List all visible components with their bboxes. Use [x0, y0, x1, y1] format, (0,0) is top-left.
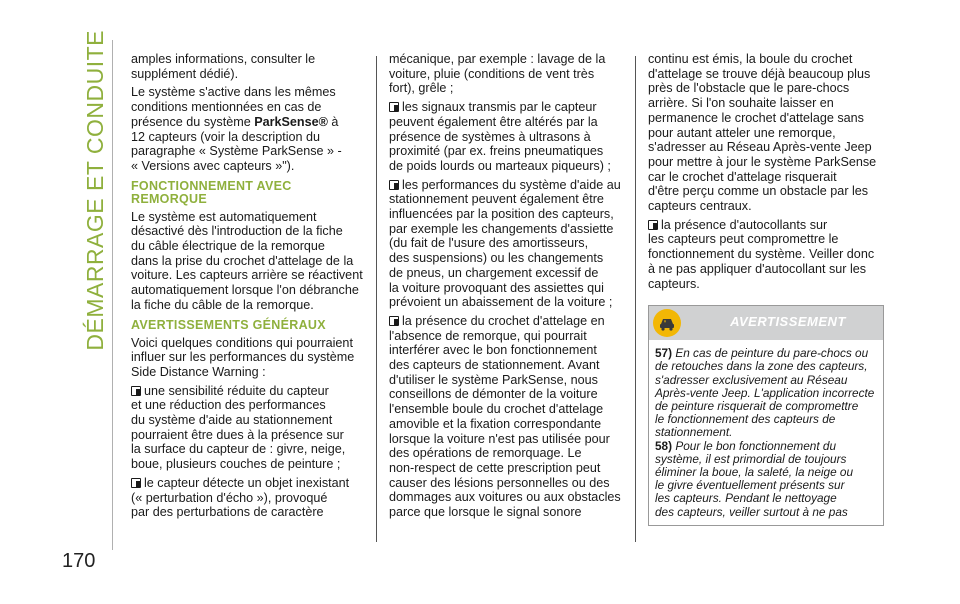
bullet-line: une sensibilité réduite du capteur — [131, 384, 363, 399]
text-line: voiture. Les capteurs arrière se réactivent — [131, 268, 363, 283]
text-line: « Versions avec capteurs »"). — [131, 158, 295, 173]
warning-item-57 — [655, 347, 877, 439]
warning-line: le givre éventuellement présents sur — [655, 478, 845, 493]
bullet-line: influencées par la position des capteurs, — [389, 207, 614, 222]
bullet-line: boue, plusieurs couches de peinture ; — [131, 457, 341, 472]
text-line: 12 capteurs (voir la description du — [131, 129, 321, 144]
bullet-item — [648, 218, 884, 292]
bullet-marker-icon — [648, 220, 657, 230]
paragraph-trailer — [131, 210, 363, 313]
bullet-line: conseillons de démonter de la voiture — [389, 387, 598, 402]
bullet-line: l'ensemble boule du crochet d'attelage — [389, 402, 604, 417]
text-line: Le système est automatiquement — [131, 209, 317, 224]
paragraph-conditions — [131, 336, 363, 380]
warning-line: de retouches dans la zone des capteurs, — [655, 359, 868, 374]
warning-line: éliminer la boue, la saleté, la neige ou — [655, 465, 854, 480]
paragraph-activation — [131, 85, 363, 173]
bullet-line: des suspensions) ou les changements — [389, 251, 604, 266]
heading-general-warnings: AVERTISSEMENTS GÉNÉRAUX — [131, 317, 326, 332]
activation-pre: présence du système — [131, 114, 255, 129]
bullet-line: proximité (par ex. freins pneumatiques — [389, 144, 604, 159]
bullet-item — [131, 476, 363, 520]
bullet-line: la surface du capteur de : givre, neige, — [131, 442, 346, 457]
bullet-marker-icon — [389, 102, 398, 112]
text-line: paragraphe « Système ParkSense » - — [131, 144, 342, 159]
bullet-line: la voiture provoquant des assiettes qui — [389, 280, 604, 295]
text-line: mécanique, par exemple : lavage de la — [389, 52, 606, 66]
column-3 — [648, 52, 884, 526]
bullet-line: (« perturbation d'écho »), provoqué — [131, 490, 328, 505]
warning-header — [648, 305, 884, 340]
bullet-line: interférer avec le bon fonctionnement — [389, 343, 597, 358]
bullet-line: capteurs. — [648, 276, 700, 291]
bullet-line: (du fait de l'usure des amortisseurs, — [389, 236, 589, 251]
text-line: arrière. Si l'on souhaite laisser en — [648, 96, 834, 111]
bullet-line: d'utiliser le système ParkSense, nous — [389, 372, 598, 387]
text-line: car le crochet d'attelage risquerait — [648, 169, 837, 184]
warning-item-58 — [655, 440, 877, 519]
section-title: DÉMARRAGE ET CONDUITE — [81, 29, 108, 351]
bullet-marker-icon — [389, 180, 398, 190]
bullet-item — [389, 100, 625, 174]
warning-line: le fonctionnement des capteurs de — [655, 412, 836, 427]
bullet-line: peuvent également être altérés par la — [389, 114, 598, 129]
warning-line: s'adresser exclusivement au Réseau — [655, 372, 848, 387]
text-line: permanence le crochet d'attelage sans — [648, 110, 864, 125]
text-line: conditions mentionnées en cas de — [131, 100, 322, 115]
warning-number: 57) — [655, 346, 673, 361]
column-2 — [389, 52, 625, 524]
text-line: s'adresser au Réseau Après-vente Jeep — [648, 140, 872, 155]
bullet-item — [389, 314, 625, 520]
warning-body — [648, 340, 884, 526]
activation-rest — [131, 130, 363, 174]
bullet-line: les performances du système d'aide au — [389, 178, 625, 193]
bullet-line: parce que lorsque le signal sonore — [389, 505, 582, 520]
text-line: voiture, pluie (conditions de vent très — [389, 66, 595, 81]
parksense-brand: ParkSense® — [254, 114, 328, 129]
warning-line: des capteurs, veiller surtout à ne pas — [655, 504, 848, 519]
section-title-vertical — [74, 29, 116, 351]
car-warning-icon — [653, 309, 681, 337]
paragraph-continued — [648, 52, 884, 214]
text-line: influer sur les performances du système — [131, 350, 355, 365]
paragraph-intro — [131, 52, 363, 81]
text-line: du câble électrique de la remorque — [131, 239, 325, 254]
bullet-item — [131, 384, 363, 472]
bullet-line: du système d'aide au stationnement — [131, 413, 333, 428]
column-divider-1 — [376, 56, 377, 542]
warning-line: Après-vente Jeep. L'application incorrecte — [655, 385, 875, 400]
bullet-line: dommages aux voitures ou aux obstacles — [389, 490, 621, 505]
activation-brand-line — [131, 115, 363, 130]
bullet-item — [389, 178, 625, 310]
text-line: fort), grêle ; — [389, 81, 454, 96]
warning-box — [648, 305, 884, 526]
bullet-line: stationnement peuvent également être — [389, 192, 604, 207]
warning-first-line — [655, 440, 877, 453]
text-line: pour autant atteler une remorque, — [648, 125, 836, 140]
bullet-marker-icon — [131, 386, 140, 396]
text-line: Le système s'active dans les mêmes — [131, 85, 336, 100]
bullet-line: amovible et la fixation correspondante — [389, 416, 602, 431]
text-line: près de l'obstacle que le pare-chocs — [648, 81, 850, 96]
text-line: dans la prise du crochet d'attelage de la — [131, 253, 354, 268]
warning-line: stationnement. — [655, 425, 733, 440]
bullet-line: fonctionnement du système. Veiller donc — [648, 247, 875, 262]
page-number: 170 — [62, 550, 96, 572]
warning-number: 58) — [655, 438, 673, 453]
warning-line: les capteurs. Pendant le nettoyage — [655, 491, 837, 506]
column-divider-2 — [635, 56, 636, 542]
bullet-line: le capteur détecte un objet inexistant — [131, 476, 363, 491]
heading-trailer — [131, 180, 363, 206]
warning-first-text: En cas de peinture du pare-chocs ou — [675, 346, 869, 361]
bullet-marker-icon — [131, 478, 140, 488]
bullet-line: de pneus, un chargement excessif de — [389, 265, 599, 280]
bullet-line: et une réduction des performances — [131, 398, 326, 413]
bullet-line: les signaux transmis par le capteur — [389, 100, 625, 115]
warning-line: de peinture risquerait de compromettre — [655, 399, 859, 414]
bullet-line: des capteurs de stationnement. Avant — [389, 358, 600, 373]
bullet-line: causer des lésions personnelles ou des — [389, 475, 610, 490]
side-divider — [112, 40, 113, 550]
text-line: désactivé dès l'introduction de la fiche — [131, 224, 343, 239]
text-line: d'être perçu comme un obstacle par les — [648, 184, 869, 199]
warning-line: système, il est primordial de toujours — [655, 451, 847, 466]
text-line: Voici quelques conditions qui pourraient — [131, 335, 353, 350]
bullet-line: pourraient être dues à la présence sur — [131, 427, 344, 442]
text-line: amples informations, consulter le — [131, 52, 316, 66]
bullet-line: présence de systèmes à ultrasons à — [389, 129, 591, 144]
bullet-line: la présence du crochet d'attelage en — [389, 314, 625, 329]
bullet-line: à ne pas appliquer d'autocollant sur les — [648, 261, 867, 276]
warning-rest — [655, 453, 877, 519]
text-line: capteurs centraux. — [648, 199, 752, 214]
column-1 — [131, 52, 363, 524]
bullet-marker-icon — [389, 316, 398, 326]
warning-first-text: Pour le bon fonctionnement du — [675, 438, 837, 453]
text-line: supplément dédié). — [131, 66, 239, 81]
text-line: FONCTIONNEMENT AVEC — [131, 178, 292, 193]
bullet-line: les capteurs peut compromettre le — [648, 232, 839, 247]
bullet-line: prévoient un abaissement de la voiture ; — [389, 295, 613, 310]
bullet-line: lorsque la voiture n'est pas utilisée pour — [389, 431, 610, 446]
activation-lines — [131, 85, 363, 114]
warning-title: AVERTISSEMENT — [730, 314, 846, 330]
bullet-line: l'absence de remorque, qui pourrait — [389, 328, 587, 343]
bullet-line: par exemple les changements d'assiette — [389, 221, 614, 236]
bullet-line: des opérations de remorquage. Le — [389, 446, 582, 461]
bullet-line: par des perturbations de caractère — [131, 505, 324, 520]
text-line: automatiquement lorsque l'on débranche — [131, 283, 359, 298]
text-line: REMORQUE — [131, 191, 208, 206]
paragraph-continued — [389, 52, 625, 96]
text-line: d'attelage se trouve déjà beaucoup plus — [648, 66, 871, 81]
bullet-line: de poids lourds ou marteaux piqueurs) ; — [389, 158, 611, 173]
activation-post: à — [327, 114, 339, 129]
bullet-line: la présence d'autocollants sur — [648, 218, 884, 233]
bullet-line: non-respect de cette prescription peut — [389, 460, 601, 475]
text-line: Side Distance Warning : — [131, 364, 266, 379]
text-line: la fiche du câble de la remorque. — [131, 297, 314, 312]
text-line: pour mettre à jour le système ParkSense — [648, 154, 877, 169]
warning-rest — [655, 360, 877, 439]
text-line: continu est émis, la boule du crochet — [648, 52, 853, 66]
